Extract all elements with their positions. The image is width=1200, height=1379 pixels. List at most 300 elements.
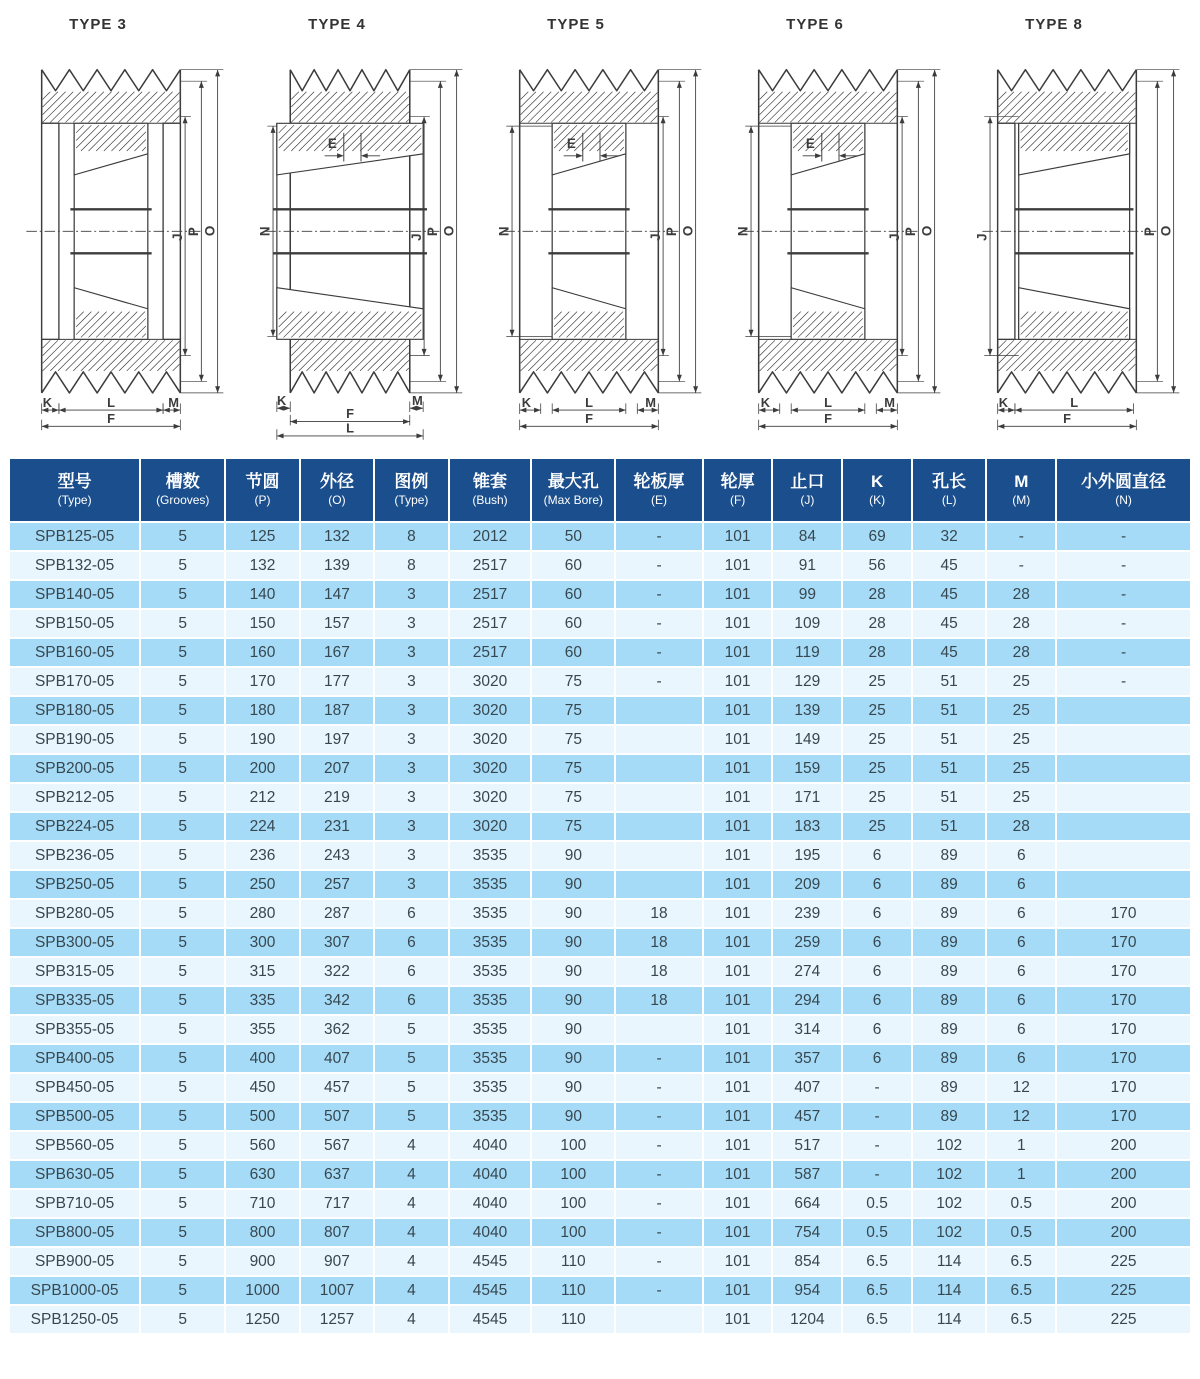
table-cell: 257	[300, 870, 374, 899]
table-cell: 407	[772, 1073, 842, 1102]
table-cell: 800	[225, 1218, 299, 1247]
header-label-en: (O)	[328, 492, 346, 507]
table-cell: 60	[531, 580, 615, 609]
header-cell	[912, 458, 986, 522]
table-cell: 250	[225, 870, 299, 899]
table-cell: 101	[703, 725, 773, 754]
table-cell: 25	[986, 783, 1056, 812]
table-cell	[1056, 783, 1191, 812]
table-cell: 101	[703, 928, 773, 957]
table-cell: 60	[531, 551, 615, 580]
table-cell: 1	[986, 1131, 1056, 1160]
table-cell: 25	[842, 667, 912, 696]
table-cell: 101	[703, 957, 773, 986]
table-cell: 457	[772, 1102, 842, 1131]
drawing-title: TYPE 5	[547, 16, 605, 33]
table-cell: 89	[912, 928, 986, 957]
table-cell: 110	[531, 1247, 615, 1276]
table-row	[9, 667, 1191, 696]
pulley-drawing-4	[245, 16, 477, 441]
table-cell: 3	[374, 725, 448, 754]
table-cell: 0.5	[986, 1218, 1056, 1247]
table-cell: 3020	[449, 754, 532, 783]
header-label-en: (Type)	[57, 492, 92, 507]
table-cell: 6.5	[986, 1247, 1056, 1276]
header-cell	[9, 458, 140, 522]
table-cell: 4545	[449, 1305, 532, 1334]
table-cell: 51	[912, 725, 986, 754]
svg-text:J: J	[169, 233, 185, 241]
table-cell	[1056, 754, 1191, 783]
table-cell: 1007	[300, 1276, 374, 1305]
table-cell: 170	[1056, 1102, 1191, 1131]
table-row	[9, 899, 1191, 928]
table-cell: 2517	[449, 638, 532, 667]
table-cell: 90	[531, 1044, 615, 1073]
header-cell	[1056, 458, 1191, 522]
header-label-zh: 槽数	[165, 472, 200, 492]
table-cell: 139	[300, 551, 374, 580]
table-cell: 6	[986, 986, 1056, 1015]
svg-text:K: K	[521, 394, 532, 410]
table-cell: 157	[300, 609, 374, 638]
table-cell: 6.5	[986, 1276, 1056, 1305]
table-cell: 28	[986, 638, 1056, 667]
drawing-title: TYPE 3	[69, 16, 127, 33]
table-cell: SPB900-05	[9, 1247, 140, 1276]
table-cell: 89	[912, 870, 986, 899]
table-cell: 3020	[449, 725, 532, 754]
table-cell: 101	[703, 609, 773, 638]
table-cell: 407	[300, 1044, 374, 1073]
table-cell: 101	[703, 522, 773, 551]
header-label-en: (P)	[254, 492, 271, 507]
table-cell: -	[615, 1276, 702, 1305]
table-row	[9, 638, 1191, 667]
table-cell: 25	[842, 812, 912, 841]
table-cell: 2517	[449, 551, 532, 580]
table-cell: 4	[374, 1276, 448, 1305]
table-cell: 357	[772, 1044, 842, 1073]
table-cell: 183	[772, 812, 842, 841]
table-cell: 1	[986, 1160, 1056, 1189]
header-label-en: (Max Bore)	[543, 492, 603, 507]
pulley-drawing-8	[962, 16, 1194, 441]
table-cell: 101	[703, 1218, 773, 1247]
svg-text:J: J	[974, 233, 990, 241]
table-cell: 101	[703, 1276, 773, 1305]
table-cell: 28	[986, 609, 1056, 638]
table-cell: -	[615, 1189, 702, 1218]
table-cell: 231	[300, 812, 374, 841]
svg-text:L: L	[346, 420, 354, 436]
table-cell: 2517	[449, 609, 532, 638]
table-cell: 100	[531, 1189, 615, 1218]
table-cell: 45	[912, 638, 986, 667]
table-cell	[615, 1305, 702, 1334]
table-cell: 3	[374, 754, 448, 783]
svg-text:M: M	[884, 394, 896, 410]
table-cell: 3535	[449, 841, 532, 870]
table-cell: 90	[531, 841, 615, 870]
table-cell: 754	[772, 1218, 842, 1247]
table-row	[9, 551, 1191, 580]
table-cell: 507	[300, 1102, 374, 1131]
table-row	[9, 928, 1191, 957]
header-label-zh: 型号	[57, 472, 92, 492]
table-cell: 18	[615, 899, 702, 928]
table-cell: 25	[842, 725, 912, 754]
table-cell: 3020	[449, 667, 532, 696]
table-cell: 3020	[449, 783, 532, 812]
table-cell: 170	[225, 667, 299, 696]
table-cell: SPB500-05	[9, 1102, 140, 1131]
table-cell: 101	[703, 1015, 773, 1044]
table-cell: 101	[703, 1247, 773, 1276]
table-cell: 207	[300, 754, 374, 783]
table-row	[9, 522, 1191, 551]
table-cell: 75	[531, 754, 615, 783]
table-cell: 75	[531, 725, 615, 754]
table-cell: 90	[531, 899, 615, 928]
table-cell: 91	[772, 551, 842, 580]
table-row	[9, 754, 1191, 783]
svg-text:F: F	[1063, 411, 1071, 427]
table-row	[9, 725, 1191, 754]
table-cell: 5	[140, 725, 225, 754]
table-cell: 114	[912, 1305, 986, 1334]
table-cell: 5	[374, 1073, 448, 1102]
table-cell: 28	[986, 580, 1056, 609]
table-cell: 3	[374, 870, 448, 899]
table-cell: 4	[374, 1189, 448, 1218]
table-cell: 5	[140, 1073, 225, 1102]
table-cell: 129	[772, 667, 842, 696]
header-label-en: (F)	[729, 492, 746, 507]
table-cell: 5	[140, 667, 225, 696]
table-cell: SPB355-05	[9, 1015, 140, 1044]
table-cell: 101	[703, 1305, 773, 1334]
table-cell: 300	[225, 928, 299, 957]
table-row	[9, 986, 1191, 1015]
table-cell: 5	[140, 1305, 225, 1334]
table-cell: 28	[842, 609, 912, 638]
table-cell: 170	[1056, 928, 1191, 957]
table-cell: 6.5	[986, 1305, 1056, 1334]
svg-text:O: O	[441, 225, 457, 237]
table-cell: -	[842, 1102, 912, 1131]
table-cell: 159	[772, 754, 842, 783]
table-cell: 90	[531, 870, 615, 899]
table-cell: -	[615, 1102, 702, 1131]
table-cell: 3535	[449, 1015, 532, 1044]
pulley-drawing-6	[723, 16, 955, 441]
table-cell: 6	[842, 986, 912, 1015]
table-cell: 664	[772, 1189, 842, 1218]
table-cell: SPB315-05	[9, 957, 140, 986]
svg-text:E: E	[805, 136, 815, 152]
table-cell: 25	[842, 754, 912, 783]
table-cell: 322	[300, 957, 374, 986]
table-cell: 225	[1056, 1305, 1191, 1334]
table-cell: 25	[986, 667, 1056, 696]
table-cell: -	[615, 551, 702, 580]
pulley-drawing-5	[484, 16, 716, 441]
table-cell: -	[842, 1073, 912, 1102]
table-row	[9, 1276, 1191, 1305]
table-cell	[615, 754, 702, 783]
table-cell: 3535	[449, 1044, 532, 1073]
table-row	[9, 1073, 1191, 1102]
table-cell: -	[615, 1044, 702, 1073]
pulley-drawing-svg	[730, 35, 948, 441]
table-cell: -	[615, 1218, 702, 1247]
table-cell: 567	[300, 1131, 374, 1160]
table-cell: 90	[531, 1015, 615, 1044]
svg-text:K: K	[760, 394, 771, 410]
table-cell: 5	[140, 1247, 225, 1276]
table-cell: SPB236-05	[9, 841, 140, 870]
table-cell: 3	[374, 609, 448, 638]
table-cell	[615, 812, 702, 841]
table-row	[9, 1131, 1191, 1160]
table-cell: 335	[225, 986, 299, 1015]
table-row	[9, 609, 1191, 638]
table-cell: 3	[374, 580, 448, 609]
table-cell: 102	[912, 1189, 986, 1218]
table-cell: 3535	[449, 928, 532, 957]
table-cell: 28	[842, 580, 912, 609]
table-cell: 2517	[449, 580, 532, 609]
table-cell: 114	[912, 1247, 986, 1276]
table-row	[9, 870, 1191, 899]
table-cell: SPB300-05	[9, 928, 140, 957]
header-label-en: (K)	[869, 492, 886, 507]
table-cell: 5	[140, 1276, 225, 1305]
table-cell: -	[615, 1160, 702, 1189]
table-cell: 170	[1056, 1044, 1191, 1073]
table-cell: 3020	[449, 812, 532, 841]
table-cell: SPB180-05	[9, 696, 140, 725]
table-cell: 2012	[449, 522, 532, 551]
table-cell: 25	[842, 783, 912, 812]
table-cell: 6	[842, 899, 912, 928]
table-cell: 8	[374, 551, 448, 580]
table-cell: 630	[225, 1160, 299, 1189]
header-cell	[449, 458, 532, 522]
table-cell: 75	[531, 812, 615, 841]
table-cell: 69	[842, 522, 912, 551]
table-cell: -	[1056, 580, 1191, 609]
table-cell: 101	[703, 1073, 773, 1102]
table-cell: 225	[1056, 1276, 1191, 1305]
table-cell: 45	[912, 609, 986, 638]
svg-text:O: O	[680, 225, 696, 237]
pulley-drawing-svg	[13, 35, 231, 441]
table-cell: 102	[912, 1218, 986, 1247]
svg-text:L: L	[1070, 394, 1079, 410]
table-cell: 5	[374, 1015, 448, 1044]
table-cell	[1056, 841, 1191, 870]
table-cell: 954	[772, 1276, 842, 1305]
svg-text:P: P	[186, 227, 202, 237]
table-cell: 90	[531, 1102, 615, 1131]
table-cell: 150	[225, 609, 299, 638]
svg-text:J: J	[647, 233, 663, 241]
table-cell: 32	[912, 522, 986, 551]
table-cell: -	[1056, 609, 1191, 638]
table-cell: 4	[374, 1247, 448, 1276]
table-cell: 342	[300, 986, 374, 1015]
table-cell: 710	[225, 1189, 299, 1218]
header-cell	[615, 458, 702, 522]
table-cell: 177	[300, 667, 374, 696]
table-cell: 28	[986, 812, 1056, 841]
table-cell: 51	[912, 812, 986, 841]
table-cell: -	[842, 1131, 912, 1160]
table-cell: 75	[531, 696, 615, 725]
table-cell: 274	[772, 957, 842, 986]
table-cell: 6.5	[842, 1247, 912, 1276]
table-cell: 132	[300, 522, 374, 551]
table-row	[9, 1189, 1191, 1218]
svg-text:M: M	[645, 394, 657, 410]
svg-text:L: L	[107, 394, 115, 410]
header-label-zh: 孔长	[932, 472, 967, 492]
table-cell: -	[986, 522, 1056, 551]
table-cell: 200	[1056, 1160, 1191, 1189]
table-cell: 200	[1056, 1218, 1191, 1247]
table-cell: 1257	[300, 1305, 374, 1334]
svg-text:K: K	[42, 394, 53, 410]
table-row	[9, 1218, 1191, 1247]
drawing-title: TYPE 8	[1025, 16, 1083, 33]
table-cell: 807	[300, 1218, 374, 1247]
table-cell: 101	[703, 986, 773, 1015]
table-cell: SPB190-05	[9, 725, 140, 754]
pulley-drawing-svg	[491, 35, 709, 441]
table-cell	[1056, 696, 1191, 725]
table-cell: 56	[842, 551, 912, 580]
table-cell: 101	[703, 754, 773, 783]
table-cell: -	[842, 1160, 912, 1189]
header-label-en: (L)	[941, 492, 957, 507]
table-cell: 5	[140, 1015, 225, 1044]
table-cell: 197	[300, 725, 374, 754]
table-cell: 75	[531, 783, 615, 812]
svg-text:E: E	[327, 136, 337, 152]
table-cell: 167	[300, 638, 374, 667]
header-label-zh: 轮板厚	[633, 472, 685, 492]
table-cell: 219	[300, 783, 374, 812]
header-cell	[374, 458, 448, 522]
table-cell: 149	[772, 725, 842, 754]
svg-text:K: K	[276, 392, 287, 408]
svg-text:K: K	[998, 394, 1009, 410]
table-cell: 5	[140, 928, 225, 957]
table-cell: 4	[374, 1305, 448, 1334]
svg-text:E: E	[566, 136, 576, 152]
table-cell: 3535	[449, 899, 532, 928]
table-cell: 45	[912, 551, 986, 580]
table-cell: 114	[912, 1276, 986, 1305]
table-cell: 100	[531, 1218, 615, 1247]
table-cell: 6	[986, 870, 1056, 899]
header-cell	[772, 458, 842, 522]
table-cell: 6	[986, 1044, 1056, 1073]
table-cell: 170	[1056, 1073, 1191, 1102]
table-cell	[615, 696, 702, 725]
table-cell: 5	[140, 870, 225, 899]
svg-text:N: N	[496, 226, 512, 237]
table-cell: 170	[1056, 899, 1191, 928]
table-cell: 3	[374, 841, 448, 870]
table-cell: 25	[986, 754, 1056, 783]
table-cell: 3	[374, 696, 448, 725]
table-cell: 5	[140, 754, 225, 783]
table-cell: -	[615, 1131, 702, 1160]
table-cell: 51	[912, 667, 986, 696]
table-cell: 101	[703, 1044, 773, 1073]
table-cell: 3535	[449, 1102, 532, 1131]
table-cell: SPB335-05	[9, 986, 140, 1015]
pulley-drawing-svg	[969, 35, 1187, 441]
table-cell: -	[986, 551, 1056, 580]
table-cell	[615, 870, 702, 899]
table-cell: 587	[772, 1160, 842, 1189]
table-cell: 60	[531, 609, 615, 638]
table-cell: 5	[140, 1189, 225, 1218]
svg-text:F: F	[107, 411, 115, 427]
table-cell: 147	[300, 580, 374, 609]
table-cell: SPB800-05	[9, 1218, 140, 1247]
table-cell: -	[1056, 638, 1191, 667]
table-cell: 5	[140, 638, 225, 667]
table-cell: 89	[912, 1015, 986, 1044]
table-cell: 25	[842, 696, 912, 725]
svg-text:L: L	[585, 394, 593, 410]
table-cell: 6	[842, 1044, 912, 1073]
table-cell: 28	[842, 638, 912, 667]
header-cell	[703, 458, 773, 522]
table-cell: 4040	[449, 1131, 532, 1160]
svg-text:P: P	[903, 227, 919, 237]
table-cell: 90	[531, 928, 615, 957]
table-cell: 101	[703, 870, 773, 899]
table-row	[9, 1015, 1191, 1044]
table-cell: 5	[140, 1218, 225, 1247]
header-label-zh: 图例	[394, 472, 429, 492]
table-row	[9, 1102, 1191, 1131]
table-cell: 1250	[225, 1305, 299, 1334]
table-cell: 3020	[449, 696, 532, 725]
table-cell: SPB132-05	[9, 551, 140, 580]
pulley-drawing-svg	[252, 35, 470, 441]
table-cell: -	[615, 638, 702, 667]
table-cell: 3535	[449, 957, 532, 986]
table-cell: 89	[912, 899, 986, 928]
header-cell	[531, 458, 615, 522]
table-cell	[615, 1015, 702, 1044]
table-cell: 3535	[449, 870, 532, 899]
table-cell: 90	[531, 986, 615, 1015]
table-cell: 139	[772, 696, 842, 725]
table-cell: 101	[703, 696, 773, 725]
table-cell: 1000	[225, 1276, 299, 1305]
table-cell: 18	[615, 986, 702, 1015]
table-cell: 287	[300, 899, 374, 928]
table-cell: 119	[772, 638, 842, 667]
